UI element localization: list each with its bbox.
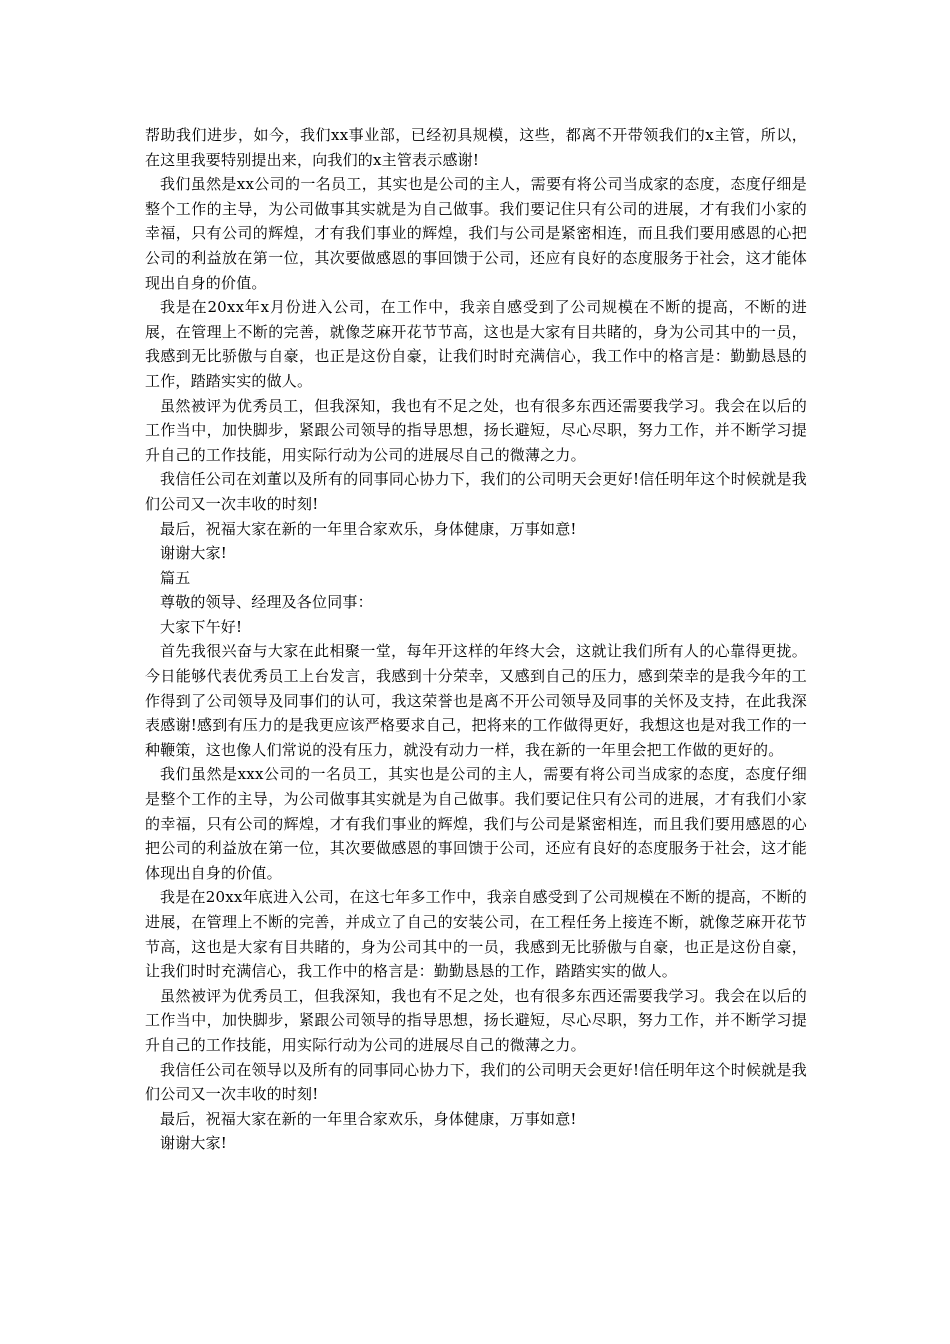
paragraph-company-owner: 我们虽然是xx公司的一名员工，其实也是公司的主人，需要有将公司当成家的态度，态度仔细是整个工作的主导，为公司做事其实就是为自己做事。我们要记住只有公司的进展，才有我们小家的幸福，只有公司的辉煌，才有我们事业的辉煌，我们与公司是紧密相连，而且我们要用感恩的心把公司的利益放在第一位，其次要做感恩的事回馈于公司，还应有良好的态度服务于社会，这才能体现出自身的价值。 [145, 175, 807, 292]
section-heading: 篇五 [160, 568, 191, 587]
salutation: 尊敬的领导、经理及各位同事： [160, 593, 373, 612]
paragraph-joined-company-2: 我是在20xx年底进入公司，在这七年多工作中，我亲自感受到了公司规模在不断的提高，不断的进展，在管理上不断的完善，并成立了自己的安装公司，在工程任务上接连不断，就像芝麻开花节节高，这也是大家有目共睹的，身为公司其中的一员，我感到无比骄傲与自豪，也正是这份自豪，让我们时时充满信心，我工作中的格言是：勤勤恳恳的工作，踏踏实实的做人。 [145, 888, 807, 981]
paragraph-shortcomings: 虽然被评为优秀员工，但我深知，我也有不足之处，也有很多东西还需要我学习。我会在以后的工作当中，加快脚步，紧跟公司领导的指导思想，扬长避短，尽心尽职，努力工作，并不断学习提升自己的工作技能，用实际行动为公司的进展尽自己的微薄之力。 [145, 396, 807, 464]
paragraph-shortcomings-2: 虽然被评为优秀员工，但我深知，我也有不足之处，也有很多东西还需要我学习。我会在以后的工作当中，加快脚步，紧跟公司领导的指导思想，扬长避短，尽心尽职，努力工作，并不断学习提升自己的工作技能，用实际行动为公司的进展尽自己的微薄之力。 [145, 986, 807, 1054]
paragraph-trust-future-2: 我信任公司在领导以及所有的同事同心协力下，我们的公司明天会更好!信任明年这个时候就是我们公司又一次丰收的时刻! [145, 1060, 807, 1104]
paragraph-blessing: 最后，祝福大家在新的一年里合家欢乐，身体健康，万事如意! [160, 519, 577, 538]
paragraph-thanks-all: 谢谢大家! [160, 544, 228, 563]
paragraph-trust-future: 我信任公司在刘董以及所有的同事同心协力下，我们的公司明天会更好!信任明年这个时候就是我们公司又一次丰收的时刻! [145, 470, 807, 513]
paragraph-opening: 首先我很兴奋与大家在此相聚一堂，每年开这样的年终大会，这就让我们所有人的心靠得更拢。今日能够代表优秀员工上台发言，我感到十分荣幸，又感到自己的压力，感到荣幸的是我今年的工作得到了公司领导及同事们的认可，我这荣誉也是离不开公司领导及同事的关怀及支持，在此我深表感谢!感到有压力的是我更应该严格要求自己，把将来的工作做得更好，我想这也是对我工作的一种鞭策，这也像人们常说的没有压力，就没有动力一样，我在新的一年里会把工作做的更好的。 [145, 642, 807, 759]
paragraph-joined-company: 我是在20xx年x月份进入公司，在工作中，我亲自感受到了公司规模在不断的提高，不断的进展，在管理上不断的完善，就像芝麻开花节节高，这也是大家有目共睹的，身为公司其中的一员，我感到无比骄傲与自豪，也正是这份自豪，让我们时时充满信心，我工作中的格言是：勤勤恳恳的工作，踏踏实实的做人。 [145, 298, 807, 390]
paragraph-thanks-supervisor: 帮助我们进步，如今，我们xx事业部，已经初具规模，这些，都离不开带领我们的x主管，所以，在这里我要特别提出来，向我们的x主管表示感谢! [145, 126, 807, 169]
paragraph-blessing-2: 最后，祝福大家在新的一年里合家欢乐，身体健康，万事如意! [160, 1109, 577, 1128]
document-page [145, 123, 807, 1156]
paragraph-thanks-all-2: 谢谢大家! [160, 1134, 228, 1153]
paragraph-company-owner-2: 我们虽然是xxx公司的一名员工，其实也是公司的主人，需要有将公司当成家的态度，态度仔细是整个工作的主导，为公司做事其实就是为自己做事。我们要记住只有公司的进展，才有我们小家的幸福，只有公司的辉煌，才有我们事业的辉煌，我们与公司是紧密相连，而且我们要用感恩的心把公司的利益放在第一位，其次要做感恩的事回馈于公司，还应有良好的态度服务于社会，这才能体现出自身的价值。 [145, 765, 807, 882]
greeting: 大家下午好! [160, 617, 243, 636]
